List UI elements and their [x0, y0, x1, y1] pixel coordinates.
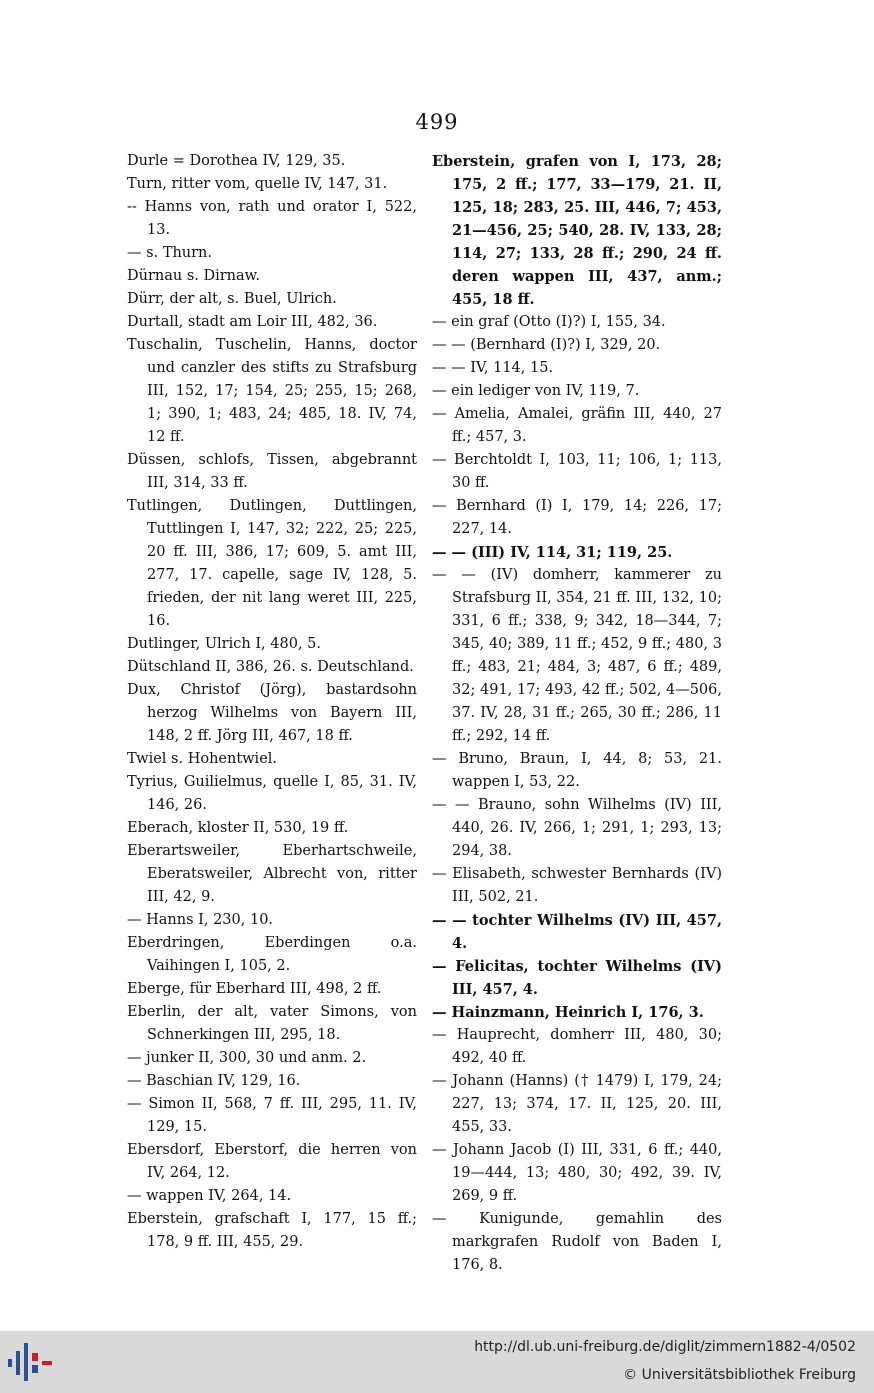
index-entry: — Simon II, 568, 7 ff. III, 295, 11. IV, 129, 15. — [127, 1096, 417, 1135]
index-entry: Düssen, schlofs, Tissen, abgebrannt III, 314, 33 ff. — [127, 452, 417, 491]
index-entry: — — tochter Wilhelms (IV) III, 457, 4. — [432, 912, 722, 952]
index-entry: Tuschalin, Tuschelin, Hanns, doctor und canzler des stifts zu Strafsburg III, 152, 17; 154, 25; 255, 15; 268, 1; 390, 1; 483, 24; 485, 18. IV, 74, 12 ff. — [127, 337, 417, 445]
index-entry: — Kunigunde, gemahlin des markgrafen Rudolf von Baden I, 176, 8. — [432, 1211, 722, 1273]
copyright-notice: © Universitätsbibliothek Freiburg — [623, 1367, 856, 1383]
index-entry: Eberstein, grafen von I, 173, 28; 175, 2 ff.; 177, 33—179, 21. II, 125, 18; 283, 25. III, 446, 7; 453, 21—456, 25; 540, 28. IV, 133, 28; 114, 27; 133, 28 ff.; 290, 24 ff. deren wappen III, 437, anm.; 455, 18 ff. — [432, 153, 722, 308]
index-entry: — — IV, 114, 15. — [432, 360, 554, 376]
index-entry: — Berchtoldt I, 103, 11; 106, 1; 113, 30 ff. — [432, 452, 722, 491]
index-entry: — Felicitas, tochter Wilhelms (IV) III, 457, 4. — [432, 958, 722, 998]
index-entry: Tutlingen, Dutlingen, Duttlingen, Tuttlingen I, 147, 32; 222, 25; 225, 20 ff. III, 386, 17; 609, 5. amt III, 277, 17. capelle, sage IV, 128, 5. frieden, der nit lang weret III, 225, 16. — [127, 498, 417, 629]
source-url-link[interactable]: http://dl.ub.uni-freiburg.de/diglit/zimmern1882-4/0502 — [474, 1339, 856, 1355]
index-entry: Durle = Dorothea IV, 129, 35. — [127, 153, 346, 169]
index-entry: Dutlinger, Ulrich I, 480, 5. — [127, 636, 321, 652]
index-entry: Eberach, kloster II, 530, 19 ff. — [127, 820, 349, 836]
index-entry: -- Hanns von, rath und orator I, 522, 13. — [127, 199, 417, 238]
index-entry: — Johann Jacob (I) III, 331, 6 ff.; 440, 19—444, 13; 480, 30; 492, 39. IV, 269, 9 ff. — [432, 1142, 722, 1204]
index-entry: — Hauprecht, domherr III, 480, 30; 492, 40 ff. — [432, 1027, 722, 1066]
index-column-right — [432, 150, 722, 1277]
index-entry: — Johann (Hanns) († 1479) I, 179, 24; 227, 13; 374, 17. II, 125, 20. III, 455, 33. — [432, 1073, 722, 1135]
index-entry: — — (IV) domherr, kammerer zu Strafsburg II, 354, 21 ff. III, 132, 10; 331, 6 ff.; 338, 9; 342, 18—344, 7; 345, 40; 389, 11 ff.; 452, 9 ff.; 480, 3 ff.; 483, 21; 484, 3; 487, 6 ff.; 489, 32; 491, 17; 493, 42 ff.; 502, 4—506, 37. IV, 28, 31 ff.; 265, 30 ff.; 286, 11 ff.; 292, 14 ff. — [432, 567, 722, 744]
index-entry: — junker II, 300, 30 und anm. 2. — [127, 1050, 367, 1066]
footer-bar — [0, 1331, 874, 1393]
index-entry: Durtall, stadt am Loir III, 482, 36. — [127, 314, 378, 330]
index-entry: — Hanns I, 230, 10. — [127, 912, 274, 928]
index-entry: Eberdringen, Eberdingen o.a. Vaihingen I, 105, 2. — [127, 935, 417, 974]
index-entry: Dürnau s. Dirnaw. — [127, 268, 260, 284]
index-entry: — Elisabeth, schwester Bernhards (IV) III, 502, 21. — [432, 866, 722, 905]
index-entry: Turn, ritter vom, quelle IV, 147, 31. — [127, 176, 388, 192]
index-entry: — ein lediger von IV, 119, 7. — [432, 383, 640, 399]
index-entry: Dux, Christof (Jörg), bastardsohn herzog Wilhelms von Bayern III, 148, 2 ff. Jörg III, 467, 18 ff. — [127, 682, 417, 744]
index-entry: Dütschland II, 386, 26. s. Deutschland. — [127, 659, 414, 675]
index-entry: — Hainzmann, Heinrich I, 176, 3. — [432, 1004, 704, 1021]
library-logo-icon — [6, 1341, 54, 1383]
index-entry: — — (Bernhard (I)?) I, 329, 20. — [432, 337, 661, 353]
index-entry: — ein graf (Otto (I)?) I, 155, 34. — [432, 314, 666, 330]
index-entry: Twiel s. Hohentwiel. — [127, 751, 278, 767]
index-entry: — s. Thurn. — [127, 245, 212, 261]
index-entry: Ebersdorf, Eberstorf, die herren von IV, 264, 12. — [127, 1142, 417, 1181]
index-entry: — wappen IV, 264, 14. — [127, 1188, 292, 1204]
index-entry: Tyrius, Guilielmus, quelle I, 85, 31. IV, 146, 26. — [127, 774, 417, 813]
index-entry: Eberlin, der alt, vater Simons, von Schnerkingen III, 295, 18. — [127, 1004, 417, 1043]
page-number: 499 — [415, 110, 459, 134]
index-entry: Eberge, für Eberhard III, 498, 2 ff. — [127, 981, 382, 997]
index-entry: Dürr, der alt, s. Buel, Ulrich. — [127, 291, 337, 307]
index-entry: — — (III) IV, 114, 31; 119, 25. — [432, 544, 673, 561]
index-entry: Eberartsweiler, Eberhartschweile, Eberatsweiler, Albrecht von, ritter III, 42, 9. — [127, 843, 417, 905]
index-entry: — Baschian IV, 129, 16. — [127, 1073, 301, 1089]
index-column-left — [127, 150, 417, 1254]
index-entry: — Amelia, Amalei, gräfin III, 440, 27 ff.; 457, 3. — [432, 406, 722, 445]
index-entry: — Bernhard (I) I, 179, 14; 226, 17; 227, 14. — [432, 498, 722, 537]
index-entry: — — Brauno, sohn Wilhelms (IV) III, 440, 26. IV, 266, 1; 291, 1; 293, 13; 294, 38. — [432, 797, 722, 859]
index-entry: — Bruno, Braun, I, 44, 8; 53, 21. wappen I, 53, 22. — [432, 751, 722, 790]
index-entry: Eberstein, grafschaft I, 177, 15 ff.; 178, 9 ff. III, 455, 29. — [127, 1211, 417, 1250]
